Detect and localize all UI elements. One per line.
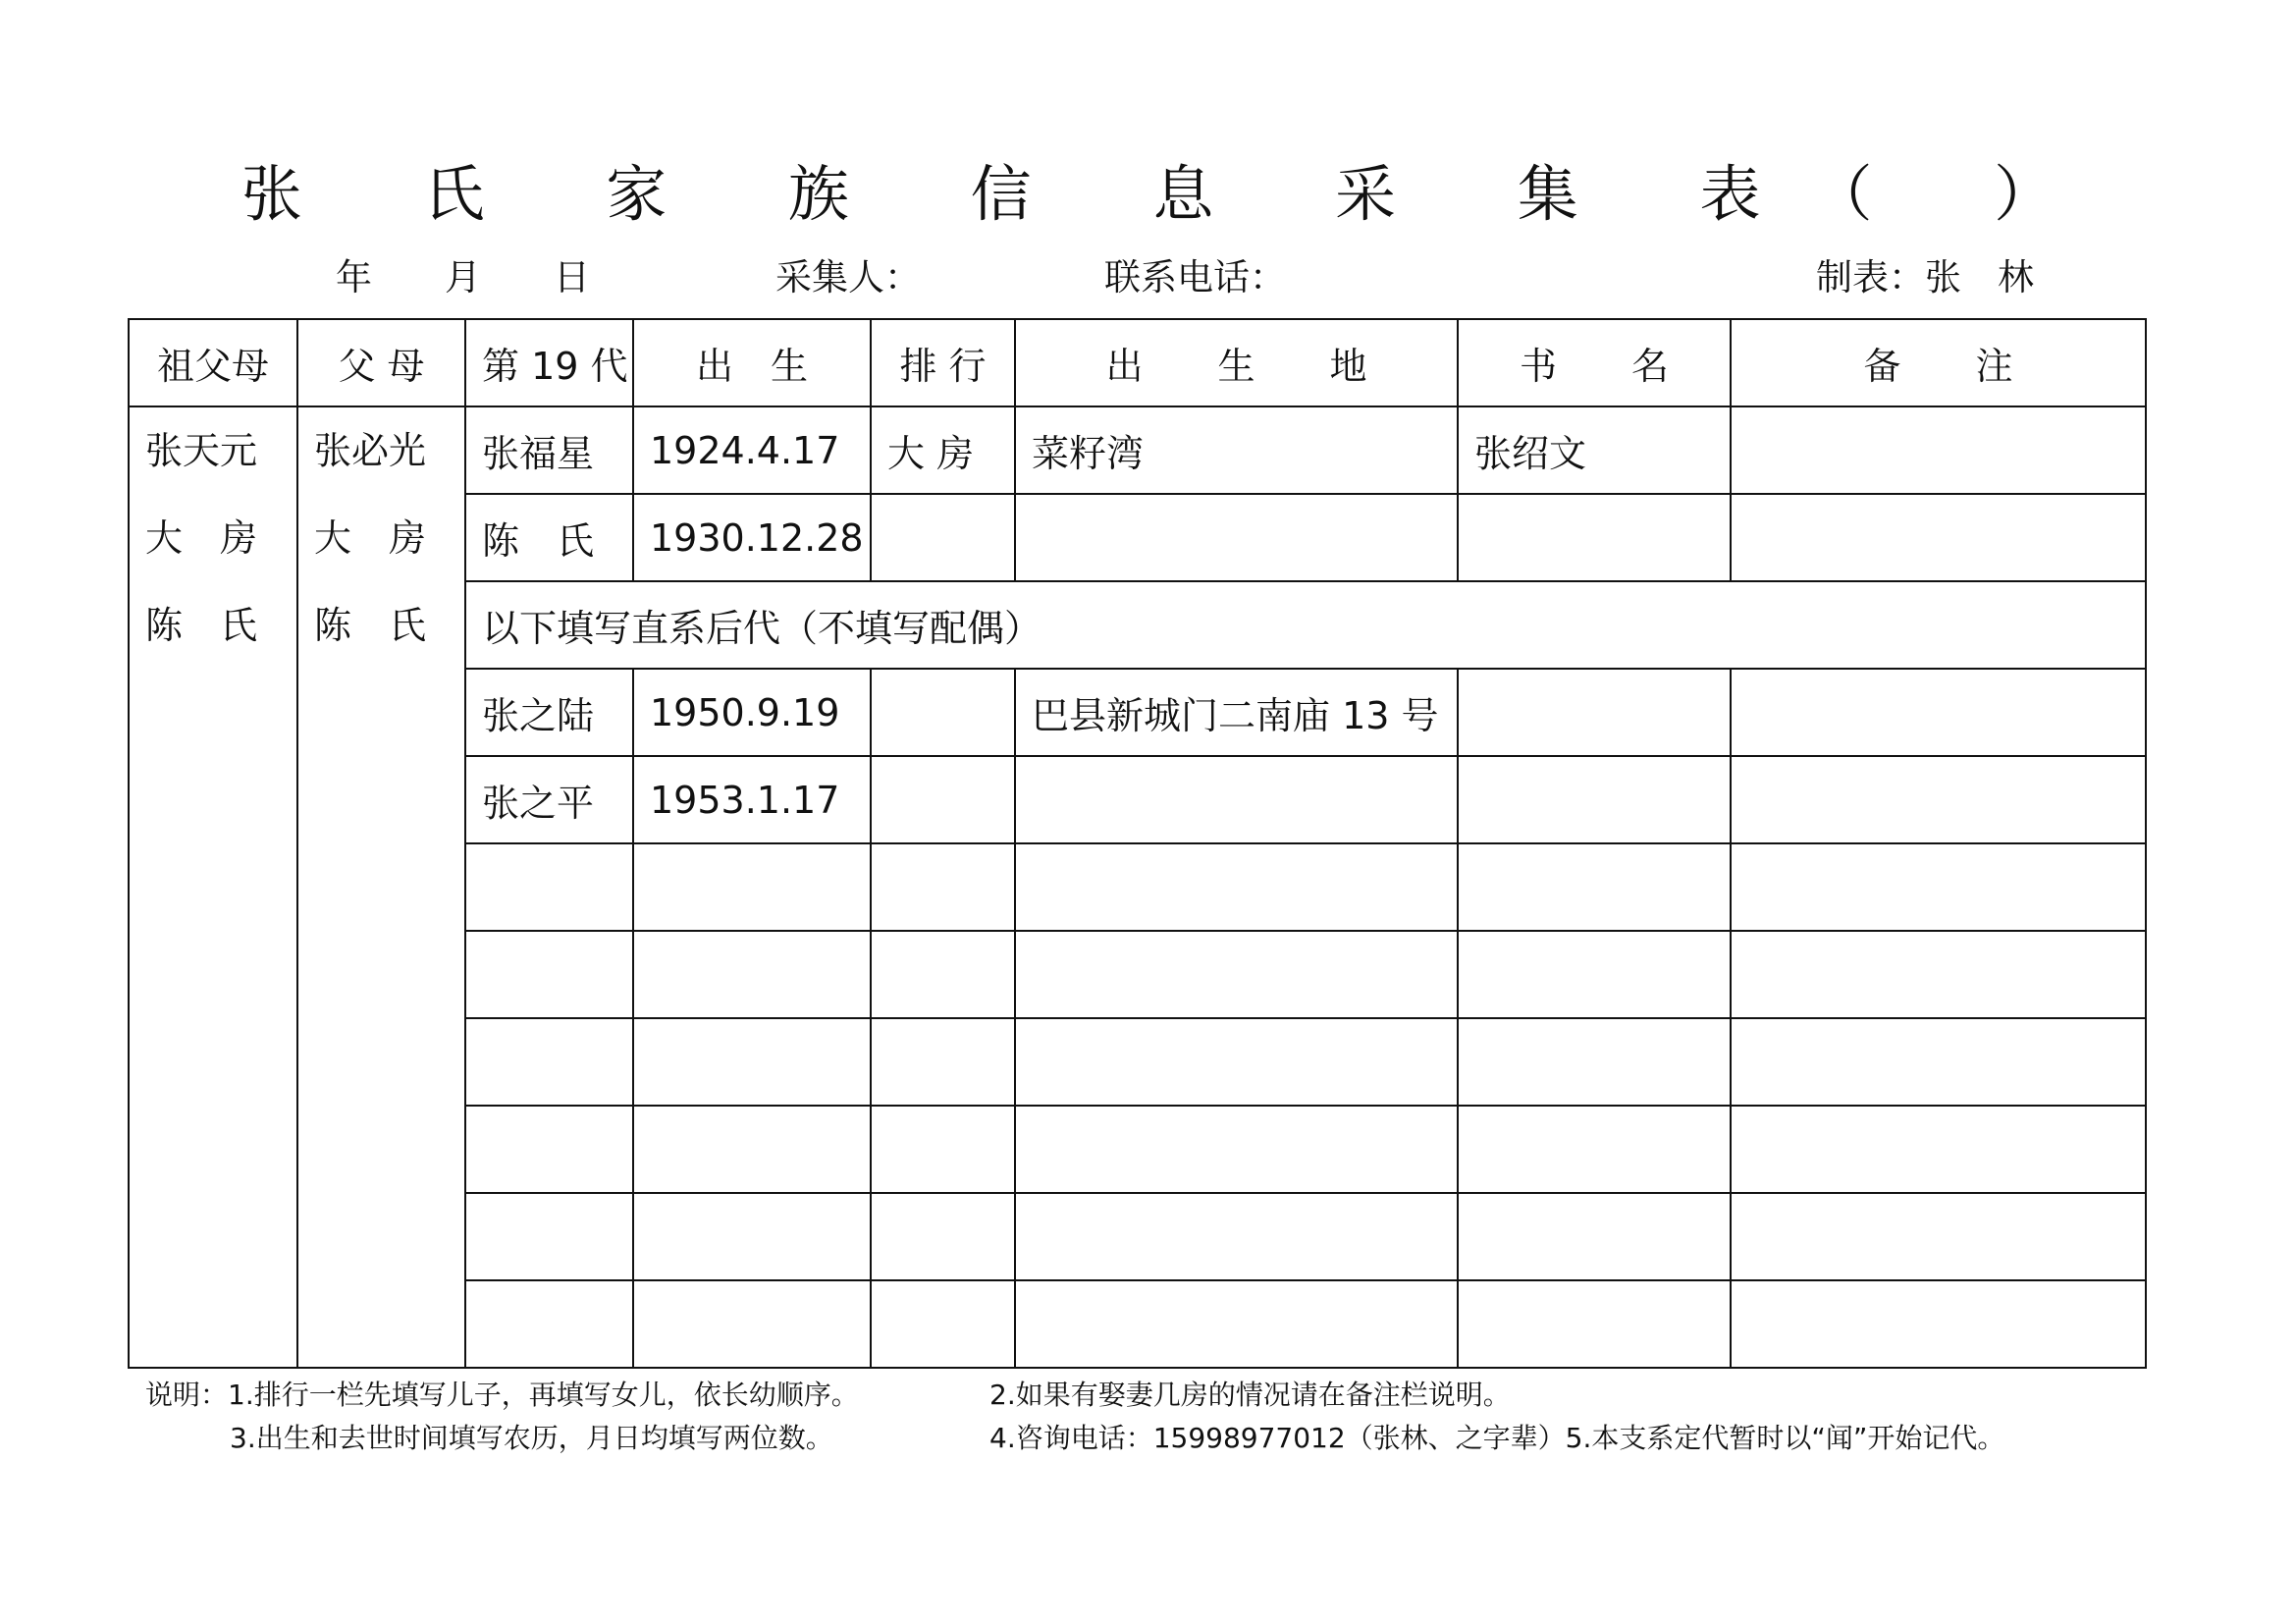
col-header-rank: 排 行 — [871, 319, 1015, 406]
grandparent-spouse: 陈 氏 — [145, 604, 258, 647]
book-name-cell[interactable] — [1458, 1193, 1731, 1280]
parent-name: 张必光 — [314, 429, 427, 472]
birthplace-cell[interactable] — [1015, 843, 1458, 931]
col-header-generation: 第 19 代 — [465, 319, 633, 406]
grandparents-cell — [129, 406, 297, 1368]
gen-cell[interactable]: 张福星 — [465, 406, 633, 494]
birthplace-cell[interactable] — [1015, 1018, 1458, 1106]
note-cell[interactable] — [1731, 494, 2146, 581]
gen-cell[interactable]: 陈 氏 — [465, 494, 633, 581]
birthplace-cell[interactable] — [1015, 494, 1458, 581]
birthplace-cell[interactable] — [1015, 931, 1458, 1018]
birthplace-cell[interactable] — [1015, 1193, 1458, 1280]
rank-cell[interactable] — [871, 843, 1015, 931]
book-name-cell[interactable] — [1458, 931, 1731, 1018]
instruction-note-1: 说明：1.排行一栏先填写儿子，再填写女儿，依长幼顺序。 — [145, 1379, 859, 1411]
parent-spouse: 陈 氏 — [314, 604, 427, 647]
birthplace-cell[interactable]: 菜籽湾 — [1015, 406, 1458, 494]
maker-label: 制表：张 林 — [1816, 256, 2034, 298]
instruction-note-4: 4.咨询电话：15998977012（张林、之字辈）5.本支系定代暂时以“闻”开始记代。 — [989, 1422, 2005, 1454]
note-cell[interactable] — [1731, 1106, 2146, 1193]
col-header-parents: 父 母 — [297, 319, 465, 406]
family-info-table — [128, 318, 2147, 1369]
col-header-birth: 出 生 — [633, 319, 871, 406]
rank-cell[interactable]: 大 房 — [871, 406, 1015, 494]
parents-cell — [297, 406, 465, 1368]
gen-cell[interactable] — [465, 1193, 633, 1280]
rank-cell[interactable] — [871, 494, 1015, 581]
birth-cell[interactable]: 1930.12.28 — [633, 494, 871, 581]
birthplace-cell[interactable] — [1015, 756, 1458, 843]
book-name-cell[interactable] — [1458, 756, 1731, 843]
rank-cell[interactable] — [871, 756, 1015, 843]
date-label: 年 月 日 — [336, 256, 590, 298]
gen-cell[interactable] — [465, 1018, 633, 1106]
note-cell[interactable] — [1731, 1193, 2146, 1280]
note-cell[interactable] — [1731, 1018, 2146, 1106]
book-name-cell[interactable] — [1458, 1018, 1731, 1106]
birth-cell[interactable] — [633, 931, 871, 1018]
birth-cell[interactable] — [633, 1018, 871, 1106]
gen-cell[interactable]: 张之陆 — [465, 669, 633, 756]
rank-cell[interactable] — [871, 1106, 1015, 1193]
parent-branch: 大 房 — [314, 516, 427, 560]
rank-cell[interactable] — [871, 669, 1015, 756]
birthplace-cell[interactable] — [1015, 1106, 1458, 1193]
gen-cell[interactable] — [465, 843, 633, 931]
birth-cell[interactable]: 1924.4.17 — [633, 406, 871, 494]
collector-label: 采集人： — [775, 256, 921, 298]
instruction-note-3: 3.出生和去世时间填写农历，月日均填写两位数。 — [230, 1422, 833, 1454]
instruction-note-2: 2.如果有娶妻几房的情况请在备注栏说明。 — [989, 1379, 1511, 1411]
grandparent-name: 张天元 — [145, 429, 258, 472]
note-cell[interactable] — [1731, 756, 2146, 843]
rank-cell[interactable] — [871, 1193, 1015, 1280]
book-name-cell[interactable] — [1458, 1106, 1731, 1193]
col-header-grandparents: 祖父母 — [129, 319, 297, 406]
descendant-instruction: 以下填写直系后代（不填写配偶） — [465, 581, 2146, 669]
birth-cell[interactable] — [633, 843, 871, 931]
birth-cell[interactable]: 1950.9.19 — [633, 669, 871, 756]
col-header-book-name: 书 名 — [1458, 319, 1731, 406]
note-cell[interactable] — [1731, 1280, 2146, 1368]
header-row — [129, 319, 2146, 406]
table-row — [129, 406, 2146, 494]
book-name-cell[interactable]: 张绍文 — [1458, 406, 1731, 494]
gen-cell[interactable] — [465, 931, 633, 1018]
gen-cell[interactable]: 张之平 — [465, 756, 633, 843]
note-cell[interactable] — [1731, 406, 2146, 494]
book-name-cell[interactable] — [1458, 1280, 1731, 1368]
birth-cell[interactable] — [633, 1106, 871, 1193]
phone-label: 联系电话： — [1104, 256, 1286, 298]
rank-cell[interactable] — [871, 1280, 1015, 1368]
rank-cell[interactable] — [871, 1018, 1015, 1106]
gen-cell[interactable] — [465, 1106, 633, 1193]
note-cell[interactable] — [1731, 669, 2146, 756]
book-name-cell[interactable] — [1458, 843, 1731, 931]
birthplace-cell[interactable] — [1015, 1280, 1458, 1368]
book-name-cell[interactable] — [1458, 669, 1731, 756]
book-name-cell[interactable] — [1458, 494, 1731, 581]
gen-cell[interactable] — [465, 1280, 633, 1368]
birth-cell[interactable] — [633, 1193, 871, 1280]
note-cell[interactable] — [1731, 843, 2146, 931]
grandparent-branch: 大 房 — [145, 516, 258, 560]
note-cell[interactable] — [1731, 931, 2146, 1018]
col-header-notes: 备 注 — [1731, 319, 2146, 406]
birthplace-cell[interactable]: 巴县新城门二南庙 13 号 — [1015, 669, 1458, 756]
birth-cell[interactable]: 1953.1.17 — [633, 756, 871, 843]
form-title: 张 氏 家 族 信 息 采 集 表（ ） — [240, 158, 2107, 230]
birth-cell[interactable] — [633, 1280, 871, 1368]
rank-cell[interactable] — [871, 931, 1015, 1018]
col-header-birthplace: 出 生 地 — [1015, 319, 1458, 406]
